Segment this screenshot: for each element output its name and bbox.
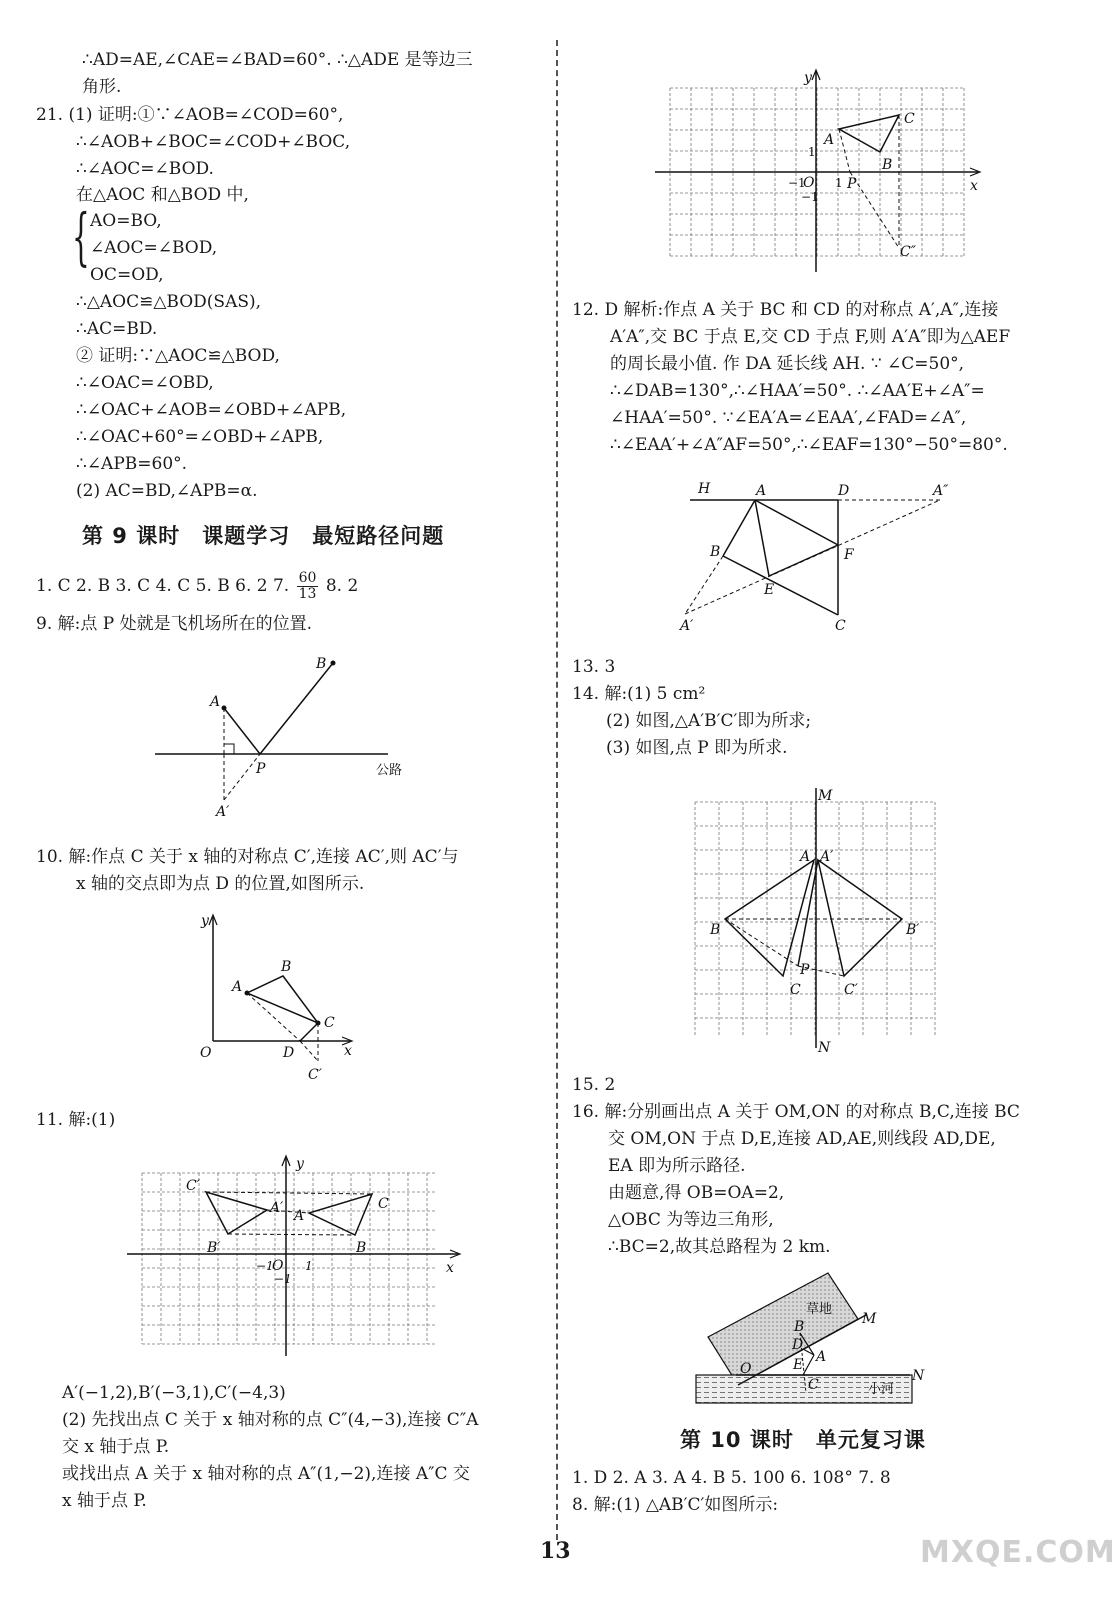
label-river: 小河 xyxy=(868,1382,895,1397)
text-line: 交 x 轴于点 P. xyxy=(62,1437,170,1457)
label-E: E xyxy=(793,1357,804,1373)
label-B: B xyxy=(710,544,721,560)
label-x: x xyxy=(970,178,978,194)
label-A: A xyxy=(232,979,243,995)
label-B: B xyxy=(794,1319,805,1335)
text-line: ∴AC=BD. xyxy=(76,319,158,339)
label-O: O xyxy=(803,175,815,191)
label-B-prime: B′ xyxy=(906,922,920,938)
fraction xyxy=(297,571,319,602)
label-M: M xyxy=(818,788,833,804)
text-line: ∴∠EAA′+∠A″AF=50°,∴∠EAF=130°−50°=80°. xyxy=(610,435,1008,455)
text-line: ∴∠APB=60°. xyxy=(76,454,188,474)
question-15: 15. 2 xyxy=(572,1075,616,1095)
figure-9 xyxy=(0,640,560,840)
text-line: A′A″,交 BC 于点 E,交 CD 于点 F,则 A′A″即为△AEF xyxy=(610,327,1011,347)
label-C: C xyxy=(835,618,846,634)
text-line: ∠AOC=∠BOD, xyxy=(90,238,218,258)
text-line: 由题意,得 OB=OA=2, xyxy=(608,1183,785,1203)
question-10: 10. 解:作点 C 关于 x 轴的对称点 C′,连接 AC′,则 AC′与 xyxy=(36,847,459,867)
text-line: (2) AC=BD,∠APB=α. xyxy=(76,481,258,501)
label-1-x: 1 xyxy=(305,1259,313,1273)
label-O: O xyxy=(272,1258,284,1274)
text-line: ② 证明:∵△AOC≌△BOD, xyxy=(76,346,280,366)
label-C: C xyxy=(808,1377,819,1393)
section-heading-10: 第 10 课时 单元复习课 xyxy=(680,1428,926,1452)
figure-11 xyxy=(0,1150,560,1370)
text-line: ∴AD=AE,∠CAE=∠BAD=60°. ∴△ADE 是等边三 xyxy=(82,50,473,70)
figure-14 xyxy=(560,780,1119,1060)
question-13: 13. 3 xyxy=(572,657,616,677)
label-A: A xyxy=(210,694,221,710)
label-B: B xyxy=(356,1240,367,1256)
text-line: (3) 如图,点 P 即为所求. xyxy=(606,738,788,758)
question-9: 9. 解:点 P 处就是飞机场所在的位置. xyxy=(36,614,313,634)
text-line: ∴∠AOB+∠BOC=∠COD+∠BOC, xyxy=(76,132,351,152)
figure-16 xyxy=(560,1265,1119,1415)
question-8: 8. 解:(1) △AB′C′如图所示: xyxy=(572,1495,779,1515)
figure-10 xyxy=(0,905,560,1095)
text-line: ∴∠OAC+60°=∠OBD+∠APB, xyxy=(76,427,324,447)
label-y: y xyxy=(201,913,209,929)
label-P: P xyxy=(256,761,266,777)
label-D: D xyxy=(792,1337,804,1353)
label-y: y xyxy=(804,70,812,86)
label-M: M xyxy=(862,1311,877,1327)
label-y: y xyxy=(296,1156,304,1172)
label-B: B xyxy=(281,959,292,975)
text-line: OC=OD, xyxy=(90,265,164,285)
label-A-prime: A′ xyxy=(820,849,834,865)
label-road: 公路 xyxy=(376,763,403,778)
label-x: x xyxy=(446,1260,454,1276)
label-C-prime: C′ xyxy=(844,982,858,998)
label-N: N xyxy=(818,1040,831,1056)
system-brace: { xyxy=(72,200,90,273)
label-N: N xyxy=(912,1368,925,1384)
text-line: x 轴的交点即为点 D 的位置,如图所示. xyxy=(76,874,365,894)
label-D: D xyxy=(838,483,850,499)
figure-12 xyxy=(560,478,1119,638)
label-F: F xyxy=(844,547,854,563)
watermark: MXQE.COM xyxy=(920,1535,1116,1570)
label-P: P xyxy=(800,962,810,978)
label-B: B xyxy=(882,157,893,173)
label-A: A xyxy=(816,1349,827,1365)
label-A: A xyxy=(824,132,835,148)
label-C: C xyxy=(790,982,801,998)
text-line: ∴∠OAC+∠AOB=∠OBD+∠APB, xyxy=(76,400,347,420)
label-C-prime: C′ xyxy=(308,1067,322,1083)
text-line: △OBC 为等边三角形, xyxy=(608,1210,774,1230)
label-C-prime: C′ xyxy=(186,1178,200,1194)
text-line: AO=BO, xyxy=(90,211,162,231)
answers-row-text: 1. C 2. B 3. C 4. C 5. B 6. 2 7. xyxy=(36,576,290,596)
label-grass: 草地 xyxy=(806,1302,833,1317)
fraction-denominator: 13 xyxy=(298,586,317,602)
label-A: A xyxy=(756,483,767,499)
label-D: D xyxy=(283,1045,295,1061)
label-A-prime: A′ xyxy=(216,804,230,820)
page-number: 13 xyxy=(540,1538,571,1564)
text-line: 交 OM,ON 于点 D,E,连接 AD,AE,则线段 AD,DE, xyxy=(608,1129,996,1149)
label-C-double-prime: C″ xyxy=(900,244,916,260)
figure-coordinate-top xyxy=(560,60,1119,280)
text-line: 或找出点 A 关于 x 轴对称的点 A″(1,−2),连接 A″C 交 xyxy=(62,1464,470,1484)
label-minus1-x: −1 xyxy=(788,176,806,190)
label-minus1-y: −1 xyxy=(801,190,819,204)
label-O: O xyxy=(740,1361,752,1377)
label-C: C xyxy=(378,1196,389,1212)
label-A: A xyxy=(294,1208,305,1224)
text-line: EA 即为所示路径. xyxy=(608,1156,746,1176)
question-16: 16. 解:分别画出点 A 关于 OM,ON 的对称点 B,C,连接 BC xyxy=(572,1102,1020,1122)
label-P: P xyxy=(847,176,857,192)
text-line: (2) 先找出点 C 关于 x 轴对称的点 C″(4,−3),连接 C″A xyxy=(62,1410,479,1430)
answers-row-tail: 8. 2 xyxy=(325,576,359,596)
question-21: 21. (1) 证明:①∵∠AOB=∠COD=60°, xyxy=(36,105,344,125)
question-11: 11. 解:(1) xyxy=(36,1110,116,1130)
section-heading-9: 第 9 课时 课题学习 最短路径问题 xyxy=(82,524,445,548)
text-line: x 轴于点 P. xyxy=(62,1491,147,1511)
label-A-prime: A′ xyxy=(680,618,694,634)
label-B: B xyxy=(710,922,721,938)
answers-row xyxy=(36,571,358,602)
text-line: 在△AOC 和△BOD 中, xyxy=(76,185,249,205)
label-A-prime: A′ xyxy=(270,1200,284,1216)
text-line: (2) 如图,△A′B′C′即为所求; xyxy=(606,711,812,731)
question-14: 14. 解:(1) 5 cm² xyxy=(572,684,706,704)
text-line: ∴∠OAC=∠OBD, xyxy=(76,373,214,393)
text-line: ∴BC=2,故其总路程为 2 km. xyxy=(608,1237,831,1257)
label-1-x: 1 xyxy=(835,176,843,190)
text-line: ∴△AOC≌△BOD(SAS), xyxy=(76,292,262,312)
text-line: ∠HAA′=50°. ∵∠EA′A=∠EAA′,∠FAD=∠A″, xyxy=(610,408,967,428)
label-C: C xyxy=(904,111,915,127)
answers10-row: 1. D 2. A 3. A 4. B 5. 100 6. 108° 7. 8 xyxy=(572,1468,891,1488)
text-line: ∴∠AOC=∠BOD. xyxy=(76,159,214,179)
label-minus1-y: −1 xyxy=(274,1272,292,1286)
label-A: A xyxy=(800,849,811,865)
fraction-numerator: 60 xyxy=(298,570,317,586)
label-x: x xyxy=(344,1043,352,1059)
label-1-y: 1 xyxy=(808,145,816,159)
text-line: 的周长最小值. 作 DA 延长线 AH. ∵ ∠C=50°, xyxy=(610,354,965,374)
label-B-prime: B′ xyxy=(207,1240,221,1256)
text-line: A′(−1,2),B′(−3,1),C′(−4,3) xyxy=(62,1383,286,1403)
label-minus1-x: −1 xyxy=(256,1259,274,1273)
label-A-double-prime: A″ xyxy=(933,483,949,499)
label-E: E xyxy=(764,582,775,598)
question-12: 12. D 解析:作点 A 关于 BC 和 CD 的对称点 A′,A″,连接 xyxy=(572,300,999,320)
label-C: C xyxy=(324,1015,335,1031)
label-H: H xyxy=(698,481,711,497)
text-line: 角形. xyxy=(82,77,122,97)
label-B: B xyxy=(316,656,327,672)
label-O: O xyxy=(200,1045,212,1061)
text-line: ∴∠DAB=130°,∴∠HAA′=50°. ∴∠AA′E+∠A″= xyxy=(610,381,985,401)
